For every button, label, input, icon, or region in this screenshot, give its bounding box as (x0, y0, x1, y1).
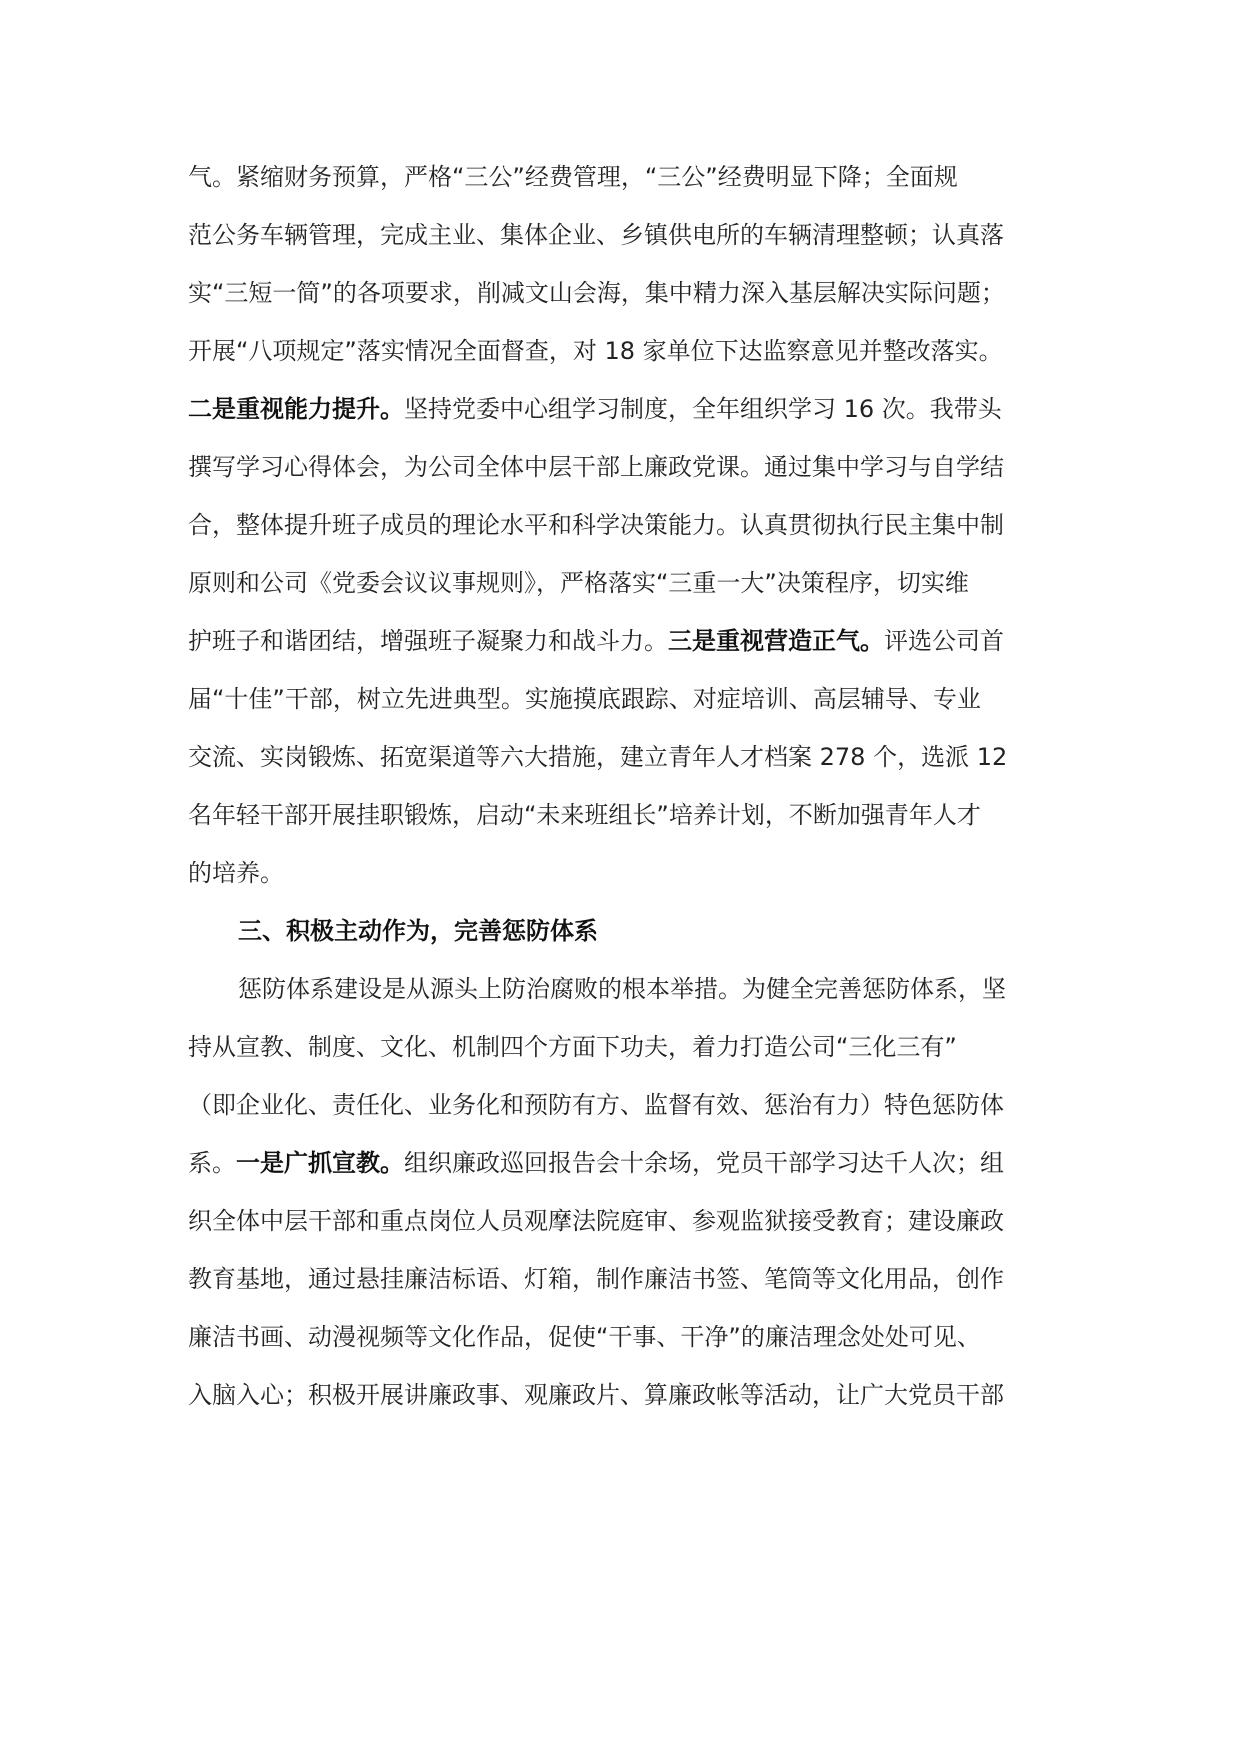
text-segment: 织全体中层干部和重点岗位人员观摩法院庭审、参观监狱接受教育；建设廉政 (188, 1207, 1004, 1235)
text-line (188, 798, 1088, 832)
text-line (188, 624, 1088, 658)
text-line (188, 856, 1088, 890)
text-line (188, 1378, 1088, 1412)
text-line (188, 682, 1088, 716)
text-segment: 气。紧缩财务预算，严格“三公”经费管理，“三公”经费明显下降；全面规 (188, 163, 958, 191)
bold-lead-phrase: 二是重视能力提升。 (188, 395, 404, 423)
text-line (238, 972, 1138, 1006)
text-segment: 撰写学习心得体会，为公司全体中层干部上廉政党课。通过集中学习与自学结 (188, 453, 1004, 481)
text-segment: 实“三短一简”的各项要求，削减文山会海，集中精力深入基层解决实际问题； (188, 279, 1005, 307)
text-line (188, 218, 1088, 252)
bold-lead-phrase: 一是广抓宣教。 (236, 1149, 404, 1177)
bold-lead-phrase: 三、积极主动作为，完善惩防体系 (238, 917, 598, 945)
text-segment: 组织廉政巡回报告会十余场，党员干部学习达千人次；组 (404, 1149, 1004, 1177)
text-segment: （即企业化、责任化、业务化和预防有方、监督有效、惩治有力）特色惩防体 (188, 1091, 1004, 1119)
text-line (188, 508, 1088, 542)
text-line (188, 1146, 1088, 1180)
text-segment: 护班子和谐团结，增强班子凝聚力和战斗力。 (188, 627, 668, 655)
text-segment: 开展“八项规定”落实情况全面督查，对 18 家单位下达监察意见并整改落实。 (188, 337, 1003, 365)
text-line (188, 1088, 1088, 1122)
text-segment: 原则和公司《党委会议议事规则》，严格落实“三重一大”决策程序，切实维 (188, 569, 969, 597)
text-segment: 的培养。 (188, 859, 284, 887)
text-line (188, 566, 1088, 600)
text-segment: 评选公司首 (884, 627, 1004, 655)
text-segment: 惩防体系建设是从源头上防治腐败的根本举措。为健全完善惩防体系，坚 (238, 975, 1006, 1003)
text-segment: 坚持党委中心组学习制度，全年组织学习 16 次。我带头 (404, 395, 1002, 423)
text-line (188, 1204, 1088, 1238)
text-segment: 廉洁书画、动漫视频等文化作品，促使“干事、干净”的廉洁理念处处可见、 (188, 1323, 981, 1351)
text-line (188, 1030, 1088, 1064)
text-segment: 名年轻干部开展挂职锻炼，启动“未来班组长”培养计划，不断加强青年人才 (188, 801, 981, 829)
text-segment: 持从宣教、制度、文化、机制四个方面下功夫，着力打造公司“三化三有” (188, 1033, 957, 1061)
text-line (188, 450, 1088, 484)
text-line (188, 1262, 1088, 1296)
text-segment: 教育基地，通过悬挂廉洁标语、灯箱，制作廉洁书签、笔筒等文化用品，创作 (188, 1265, 1004, 1293)
text-segment: 范公务车辆管理，完成主业、集体企业、乡镇供电所的车辆清理整顿；认真落 (188, 221, 1004, 249)
text-line (188, 276, 1088, 310)
text-line (188, 392, 1088, 426)
section-heading (238, 914, 1138, 948)
text-segment: 届“十佳”干部，树立先进典型。实施摸底跟踪、对症培训、高层辅导、专业 (188, 685, 981, 713)
text-line (188, 160, 1088, 194)
text-segment: 合，整体提升班子成员的理论水平和科学决策能力。认真贯彻执行民主集中制 (188, 511, 1004, 539)
text-line (188, 740, 1088, 774)
text-line (188, 334, 1088, 368)
text-segment: 入脑入心；积极开展讲廉政事、观廉政片、算廉政帐等活动，让广大党员干部 (188, 1381, 1004, 1409)
bold-lead-phrase: 三是重视营造正气。 (668, 627, 884, 655)
text-line (188, 1320, 1088, 1354)
text-segment: 交流、实岗锻炼、拓宽渠道等六大措施，建立青年人才档案 278 个，选派 12 (188, 743, 1008, 771)
text-segment: 系。 (188, 1149, 236, 1177)
